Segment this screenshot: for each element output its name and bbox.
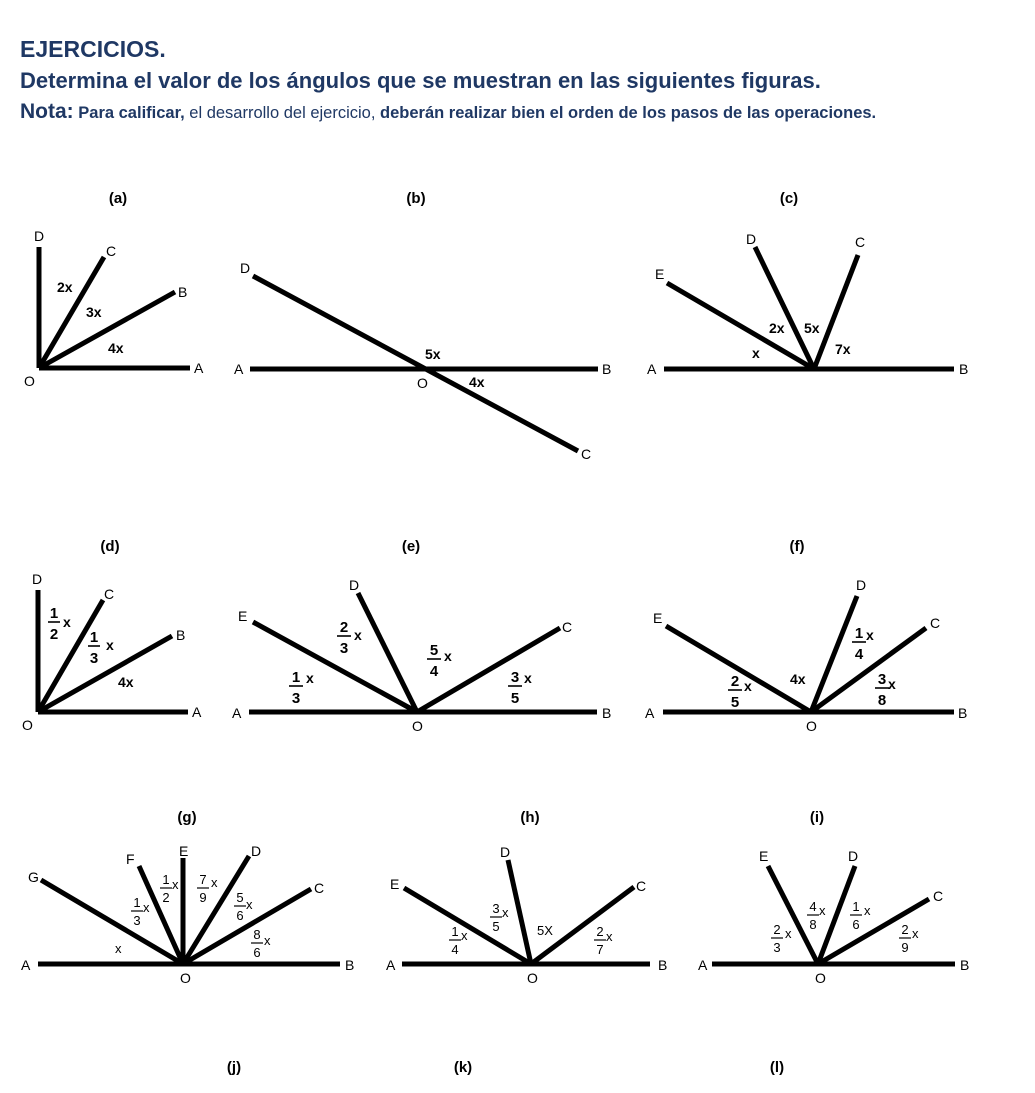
fraction-var: x	[63, 614, 71, 630]
fraction-var: x	[172, 877, 179, 892]
point-label: D	[500, 844, 511, 860]
fraction-angle	[850, 899, 871, 932]
fraction-den: 8	[809, 917, 817, 932]
fraction-angle	[508, 669, 532, 707]
fraction-angle	[88, 629, 114, 667]
fraction-num: 5	[236, 890, 244, 905]
page-title: EJERCICIOS.	[20, 36, 166, 62]
angle-label: 4x	[469, 374, 485, 390]
angle-label: 4x	[790, 671, 806, 687]
angle-label: 7x	[835, 341, 851, 357]
point-label: A	[232, 705, 242, 721]
note-part-3: deberán realizar bien el orden de los pasos de las operaciones	[380, 104, 872, 122]
point-label: O	[815, 970, 826, 986]
point-label: D	[34, 228, 45, 244]
fraction-angle	[728, 673, 752, 711]
point-label: A	[698, 957, 708, 973]
fraction-num: 2	[596, 924, 604, 939]
fraction-num: 2	[901, 922, 909, 937]
fraction-num: 4	[809, 899, 817, 914]
fraction-angle	[449, 924, 468, 957]
fraction-num: 3	[510, 669, 520, 686]
fraction-angle	[771, 922, 792, 955]
fraction-var: x	[912, 926, 919, 941]
fraction-den: 6	[852, 917, 860, 932]
angle-label: 4x	[118, 674, 134, 690]
point-label: E	[655, 266, 665, 282]
fraction-var: x	[106, 637, 114, 653]
fraction-num: 7	[199, 872, 207, 887]
figure-h	[386, 844, 667, 986]
caption-e: (e)	[401, 538, 421, 555]
caption-c: (c)	[779, 190, 799, 207]
point-label: G	[28, 869, 39, 885]
fraction-num: 1	[451, 924, 459, 939]
point-label: O	[412, 718, 423, 734]
point-label: C	[930, 615, 941, 631]
ray-oe	[404, 888, 531, 964]
point-label: C	[855, 234, 866, 250]
fraction-num: 5	[429, 642, 439, 659]
fraction-angle	[234, 890, 253, 923]
fraction-angle	[251, 927, 271, 960]
point-label: D	[349, 577, 360, 593]
note-part-4: .	[871, 104, 877, 122]
caption-i: (i)	[809, 809, 825, 826]
point-label: B	[176, 627, 186, 643]
fraction-var: x	[502, 905, 509, 920]
fraction-var: x	[866, 627, 874, 643]
point-label: A	[194, 360, 204, 376]
fraction-var: x	[524, 670, 532, 686]
fraction-var: x	[744, 678, 752, 694]
fraction-var: x	[785, 926, 792, 941]
caption-k: (k)	[453, 1059, 473, 1076]
point-label: A	[645, 705, 655, 721]
fraction-num: 2	[339, 619, 349, 636]
fraction-var: x	[888, 676, 896, 692]
fraction-num: 3	[492, 901, 500, 916]
fraction-den: 7	[596, 942, 604, 957]
point-label: E	[238, 608, 248, 624]
fraction-den: 9	[199, 890, 207, 905]
angle-label: x	[752, 345, 760, 361]
fraction-den: 5	[730, 694, 740, 711]
fraction-num: 1	[89, 629, 99, 646]
point-label: A	[647, 361, 657, 377]
fraction-angle	[807, 899, 826, 932]
fraction-var: x	[306, 670, 314, 686]
fraction-angle	[197, 872, 218, 905]
fraction-var: x	[461, 928, 468, 943]
fraction-angle	[337, 619, 362, 657]
fraction-den: 9	[901, 940, 909, 955]
fraction-num: 1	[854, 625, 864, 642]
figure-i	[698, 848, 969, 986]
point-label: C	[581, 446, 592, 462]
point-label: D	[32, 571, 43, 587]
fraction-den: 2	[49, 626, 59, 643]
angle-label: 5x	[425, 346, 441, 362]
point-label: E	[653, 610, 663, 626]
point-label: A	[386, 957, 396, 973]
fraction-var: x	[354, 627, 362, 643]
fraction-angle	[160, 872, 179, 905]
caption-d: (d)	[100, 538, 120, 555]
point-label: D	[856, 577, 867, 593]
fraction-num: 2	[773, 922, 781, 937]
fraction-num: 1	[49, 605, 59, 622]
fraction-angle	[289, 669, 314, 707]
point-label: E	[179, 843, 189, 859]
point-label: C	[104, 586, 115, 602]
fraction-den: 3	[339, 640, 349, 657]
point-label: O	[417, 375, 428, 391]
fraction-num: 1	[291, 669, 301, 686]
caption-l: (l)	[769, 1059, 785, 1076]
fraction-var: x	[264, 933, 271, 948]
caption-f: (f)	[789, 538, 805, 555]
fraction-var: x	[444, 648, 452, 664]
point-label: B	[658, 957, 668, 973]
point-label: B	[602, 361, 612, 377]
point-label: C	[106, 243, 117, 259]
ray-od	[508, 860, 531, 964]
angle-label: x	[115, 941, 122, 956]
figure-c	[647, 231, 968, 377]
angle-label: 5X	[537, 923, 553, 938]
note-label: Nota:	[20, 100, 74, 123]
fraction-den: 3	[291, 690, 301, 707]
caption-a: (a)	[108, 190, 128, 207]
fraction-num: 2	[730, 673, 740, 690]
angle-label: 3x	[86, 304, 102, 320]
fraction-num: 3	[877, 671, 887, 688]
figure-b	[234, 260, 611, 462]
fraction-den: 3	[89, 650, 99, 667]
fraction-var: x	[246, 897, 253, 912]
fraction-angle	[48, 605, 71, 643]
point-label: D	[848, 848, 859, 864]
fraction-angle	[490, 901, 509, 934]
fraction-angle	[131, 895, 150, 928]
fraction-angle	[427, 642, 452, 680]
fraction-var: x	[864, 903, 871, 918]
figure-g	[21, 843, 354, 986]
point-label: O	[527, 970, 538, 986]
fraction-den: 4	[451, 942, 459, 957]
point-label: O	[24, 373, 35, 389]
point-label: O	[22, 717, 33, 733]
point-label: C	[636, 878, 647, 894]
angle-label: 4x	[108, 340, 124, 356]
caption-g: (g)	[177, 809, 197, 826]
fraction-num: 8	[253, 927, 261, 942]
fraction-den: 4	[429, 663, 439, 680]
point-label: C	[562, 619, 573, 635]
fraction-var: x	[606, 929, 613, 944]
note-part-2: el desarrollo del ejercicio,	[184, 104, 381, 122]
angle-label: 2x	[57, 279, 73, 295]
fraction-var: x	[819, 903, 826, 918]
fraction-angle	[875, 671, 896, 709]
angle-label: 5x	[804, 320, 820, 336]
point-label: B	[345, 957, 355, 973]
fraction-den: 5	[492, 919, 500, 934]
point-label: B	[959, 361, 969, 377]
note-part-1: Para calificar,	[78, 104, 185, 122]
fraction-num: 1	[162, 872, 170, 887]
fraction-angle	[899, 922, 919, 955]
caption-h: (h)	[520, 809, 540, 826]
point-label: A	[234, 361, 244, 377]
figure-f	[645, 577, 967, 734]
fraction-angle	[594, 924, 613, 957]
fraction-den: 6	[253, 945, 261, 960]
caption-j: (j)	[226, 1059, 242, 1076]
point-label: C	[933, 888, 944, 904]
fraction-den: 8	[877, 692, 887, 709]
figure-a	[24, 228, 204, 389]
ray-oc	[417, 628, 560, 712]
fraction-den: 4	[854, 646, 864, 663]
figure-e	[232, 577, 611, 734]
fraction-angle	[852, 625, 874, 663]
fraction-num: 1	[852, 899, 860, 914]
fraction-den: 3	[773, 940, 781, 955]
point-label: A	[21, 957, 31, 973]
caption-b: (b)	[406, 190, 426, 207]
instruction-text: Determina el valor de los ángulos que se muestran en las siguientes figuras.	[20, 68, 821, 93]
fraction-den: 2	[162, 890, 170, 905]
fraction-num: 1	[133, 895, 141, 910]
fraction-var: x	[143, 900, 150, 915]
point-label: B	[958, 705, 968, 721]
angle-label: 2x	[769, 320, 785, 336]
line-dc	[253, 276, 578, 451]
fraction-var: x	[211, 875, 218, 890]
fraction-den: 5	[510, 690, 520, 707]
fraction-den: 6	[236, 908, 244, 923]
point-label: F	[126, 851, 135, 867]
point-label: D	[240, 260, 251, 276]
point-label: D	[746, 231, 757, 247]
fraction-den: 3	[133, 913, 141, 928]
point-label: A	[192, 704, 202, 720]
point-label: O	[806, 718, 817, 734]
point-label: D	[251, 843, 262, 859]
point-label: O	[180, 970, 191, 986]
point-label: B	[960, 957, 970, 973]
point-label: B	[178, 284, 188, 300]
point-label: B	[602, 705, 612, 721]
point-label: C	[314, 880, 325, 896]
figure-d	[22, 571, 202, 733]
point-label: E	[759, 848, 769, 864]
point-label: E	[390, 876, 400, 892]
